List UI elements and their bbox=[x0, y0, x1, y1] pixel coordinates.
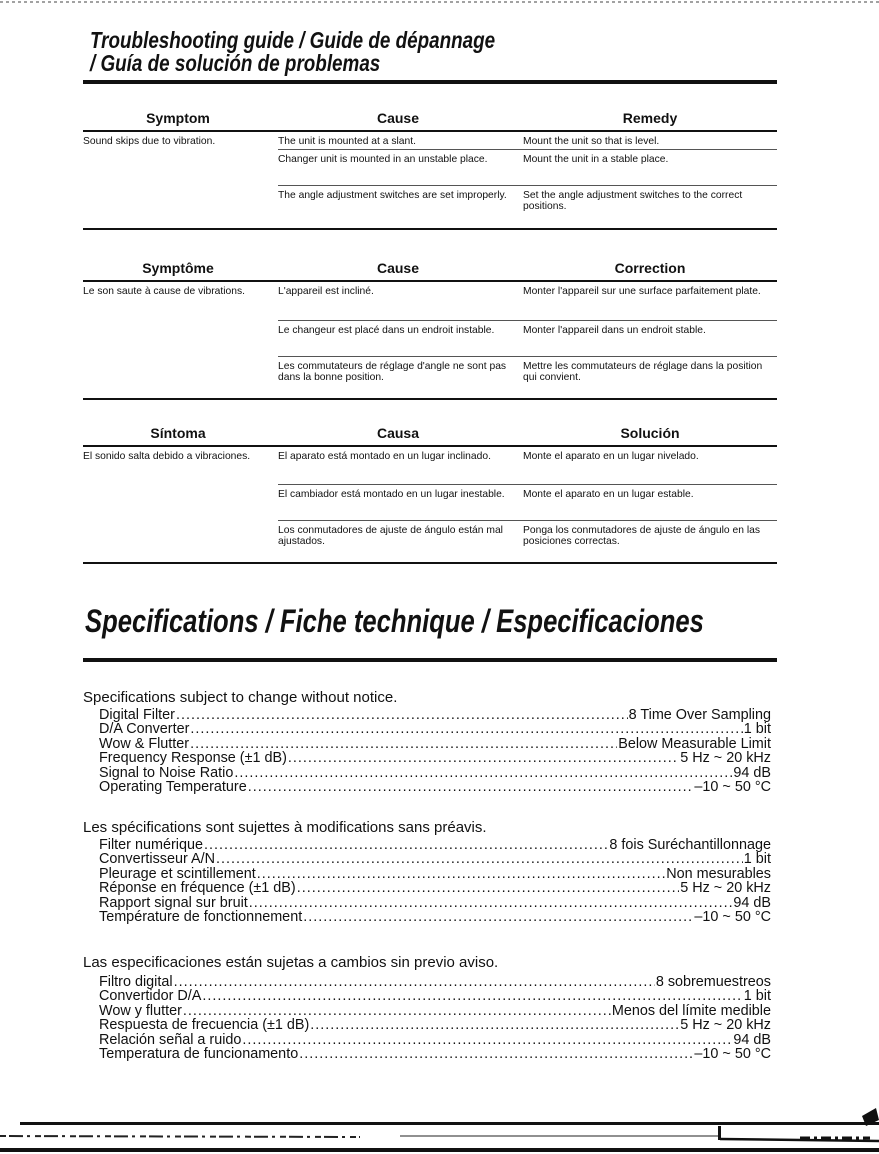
remedy-text: Monter l'appareil sur une surface parfaitement plate. bbox=[523, 286, 761, 297]
spec-label: Respuesta de frecuencia (±1 dB) bbox=[99, 1017, 310, 1034]
spec-value: 94 dB bbox=[733, 764, 771, 781]
spec-intro-es: Las especificaciones están sujetas a cambios sin previo aviso. bbox=[83, 954, 499, 971]
troubleshooting-table-es bbox=[83, 421, 777, 557]
table-end-rule bbox=[83, 228, 777, 230]
spec-list-fr bbox=[99, 838, 771, 924]
cause-text: Los conmutadores de ajuste de ángulo están mal ajustados. bbox=[278, 525, 503, 547]
troubleshooting-title-line1: Troubleshooting guide / Guide de dépannage bbox=[90, 27, 496, 53]
table-row bbox=[83, 447, 777, 485]
spec-value: 8 Time Over Sampling bbox=[628, 707, 771, 723]
spec-value: 8 sobremuestreos bbox=[655, 974, 771, 990]
spec-item bbox=[99, 737, 771, 751]
spec-label: Relación señal a ruido bbox=[99, 1031, 242, 1048]
spec-value: 1 bit bbox=[743, 988, 771, 1005]
remedy-text: Ponga los conmutadores de ajuste de ángulo en las posiciones correctas. bbox=[523, 525, 760, 547]
spec-value: –10 ~ 50 °C bbox=[694, 778, 771, 795]
spec-value: 1 bit bbox=[743, 721, 771, 738]
dot-leader bbox=[176, 708, 628, 722]
dot-leader bbox=[190, 722, 742, 736]
dot-leader bbox=[299, 1047, 693, 1061]
spec-item bbox=[99, 780, 771, 794]
table-row bbox=[83, 357, 777, 393]
spec-label: Convertidor D/A bbox=[99, 988, 202, 1005]
spec-item bbox=[99, 881, 771, 895]
spec-intro-en: Specifications subject to change without notice. bbox=[83, 689, 398, 706]
table-end-rule bbox=[83, 562, 777, 564]
dot-leader bbox=[204, 838, 608, 852]
spec-item bbox=[99, 766, 771, 780]
spec-label: Rapport signal sur bruit bbox=[99, 894, 248, 911]
dot-leader bbox=[297, 881, 680, 895]
dot-leader bbox=[249, 896, 733, 910]
spec-label: Pleurage et scintillement bbox=[99, 865, 256, 882]
dot-leader bbox=[288, 751, 679, 765]
spec-label: Signal to Noise Ratio bbox=[99, 764, 234, 781]
spec-value: Below Measurable Limit bbox=[618, 735, 771, 752]
header-remedy: Correction bbox=[614, 260, 686, 276]
spec-label: Wow y flutter bbox=[99, 1002, 182, 1019]
spec-label: Digital Filter bbox=[99, 707, 175, 723]
spec-list-en bbox=[99, 708, 771, 794]
spec-value: Non mesurables bbox=[666, 865, 771, 882]
table-row bbox=[83, 150, 777, 186]
spec-label: D/A Converter bbox=[99, 721, 190, 738]
table-end-rule bbox=[83, 398, 777, 400]
header-cause: Cause bbox=[376, 260, 420, 276]
spec-label: Operating Temperature bbox=[99, 778, 247, 795]
remedy-text: Mount the unit in a stable place. bbox=[523, 154, 669, 165]
spec-value: 5 Hz ~ 20 kHz bbox=[680, 880, 771, 897]
header-remedy: Remedy bbox=[622, 110, 678, 126]
spec-intro-fr: Les spécifications sont sujettes à modifications sans préavis. bbox=[83, 819, 487, 836]
dot-leader bbox=[216, 852, 743, 866]
dot-leader bbox=[234, 766, 732, 780]
dot-leader bbox=[242, 1033, 732, 1047]
spec-item bbox=[99, 1018, 771, 1032]
cause-text: The angle adjustment switches are set improperly. bbox=[278, 190, 507, 201]
troubleshooting-table-fr bbox=[83, 256, 777, 393]
spec-item bbox=[99, 722, 771, 736]
spec-item bbox=[99, 975, 771, 989]
remedy-text: Monte el aparato en un lugar estable. bbox=[523, 489, 694, 500]
table-row bbox=[83, 521, 777, 557]
spec-value: 94 dB bbox=[733, 894, 771, 911]
spec-value: 8 fois Suréchantillonnage bbox=[609, 837, 771, 853]
spec-label: Convertisseur A/N bbox=[99, 851, 215, 868]
table-row bbox=[83, 282, 777, 321]
table-row bbox=[83, 485, 777, 521]
table-row bbox=[83, 186, 777, 222]
table-header bbox=[83, 106, 777, 132]
spec-item bbox=[99, 838, 771, 852]
dot-leader bbox=[202, 989, 742, 1003]
dot-leader bbox=[190, 737, 617, 751]
header-symptom: Síntoma bbox=[150, 425, 206, 441]
remedy-text: Monte el aparato en un lugar nivelado. bbox=[523, 451, 699, 462]
spec-value: 5 Hz ~ 20 kHz bbox=[680, 1017, 771, 1034]
spec-value: 5 Hz ~ 20 kHz bbox=[680, 750, 771, 767]
spec-label: Réponse en fréquence (±1 dB) bbox=[99, 880, 296, 897]
spec-item bbox=[99, 910, 771, 924]
table-header bbox=[83, 421, 777, 447]
spec-list-es bbox=[99, 975, 771, 1061]
spec-item bbox=[99, 708, 771, 722]
spec-item bbox=[99, 1047, 771, 1061]
symptom-text: Sound skips due to vibration. bbox=[83, 136, 216, 147]
dot-leader bbox=[183, 1004, 611, 1018]
remedy-text: Monter l'appareil dans un endroit stable. bbox=[523, 325, 706, 336]
title-rule bbox=[83, 80, 777, 84]
spec-value: –10 ~ 50 °C bbox=[694, 1045, 771, 1062]
remedy-text: Mount the unit so that is level. bbox=[523, 136, 660, 147]
spec-label: Frequency Response (±1 dB) bbox=[99, 750, 287, 767]
symptom-text: Le son saute à cause de vibrations. bbox=[83, 286, 245, 297]
cause-text: L'appareil est incliné. bbox=[278, 286, 374, 297]
spec-value: Menos del límite medible bbox=[611, 1002, 771, 1019]
header-remedy: Solución bbox=[620, 425, 680, 441]
spec-item bbox=[99, 852, 771, 866]
spec-label: Temperatura de funcionamento bbox=[99, 1045, 299, 1062]
cause-text: El aparato está montado en un lugar inclinado. bbox=[278, 451, 491, 462]
spec-value: –10 ~ 50 °C bbox=[694, 908, 771, 925]
dot-leader bbox=[248, 780, 694, 794]
spec-label: Filtro digital bbox=[99, 974, 173, 990]
header-symptom: Symptôme bbox=[142, 260, 214, 276]
spec-item bbox=[99, 1004, 771, 1018]
spec-label: Wow & Flutter bbox=[99, 735, 190, 752]
cause-text: Les commutateurs de réglage d'angle ne sont pas dans la bonne position. bbox=[278, 361, 507, 383]
header-symptom: Symptom bbox=[146, 110, 210, 126]
spec-value: 1 bit bbox=[743, 851, 771, 868]
spec-item bbox=[99, 1033, 771, 1047]
specifications-title: Specifications / Fiche technique / Especificaciones bbox=[85, 603, 704, 639]
header-cause: Cause bbox=[376, 110, 420, 126]
remedy-text: Set the angle adjustment switches to the correct positions. bbox=[523, 190, 743, 212]
dot-leader bbox=[303, 910, 693, 924]
table-header bbox=[83, 256, 777, 282]
table-row bbox=[83, 321, 777, 357]
troubleshooting-title-line2: / Guía de solución de problemas bbox=[90, 50, 381, 76]
troubleshooting-table-en bbox=[83, 106, 777, 222]
cause-text: El cambiador está montado en un lugar inestable. bbox=[278, 489, 505, 500]
spec-value: 94 dB bbox=[733, 1031, 771, 1048]
spec-label: Filter numérique bbox=[99, 837, 203, 853]
spec-item bbox=[99, 989, 771, 1003]
remedy-text: Mettre les commutateurs de réglage dans la position qui convient. bbox=[523, 361, 763, 383]
dot-leader bbox=[257, 867, 665, 881]
cause-text: Changer unit is mounted in an unstable place. bbox=[278, 154, 488, 165]
specifications-rule bbox=[83, 658, 777, 662]
table-row bbox=[83, 132, 777, 150]
top-border-line bbox=[0, 0, 879, 8]
dot-leader bbox=[174, 975, 655, 989]
dot-leader bbox=[310, 1018, 679, 1032]
spec-item bbox=[99, 751, 771, 765]
spec-label: Température de fonctionnement bbox=[99, 908, 303, 925]
bottom-border-decoration bbox=[0, 1108, 879, 1154]
cause-text: Le changeur est placé dans un endroit instable. bbox=[278, 325, 495, 336]
symptom-text: El sonido salta debido a vibraciones. bbox=[83, 451, 251, 462]
header-cause: Causa bbox=[376, 425, 420, 441]
spec-item bbox=[99, 896, 771, 910]
cause-text: The unit is mounted at a slant. bbox=[278, 136, 416, 147]
spec-item bbox=[99, 867, 771, 881]
